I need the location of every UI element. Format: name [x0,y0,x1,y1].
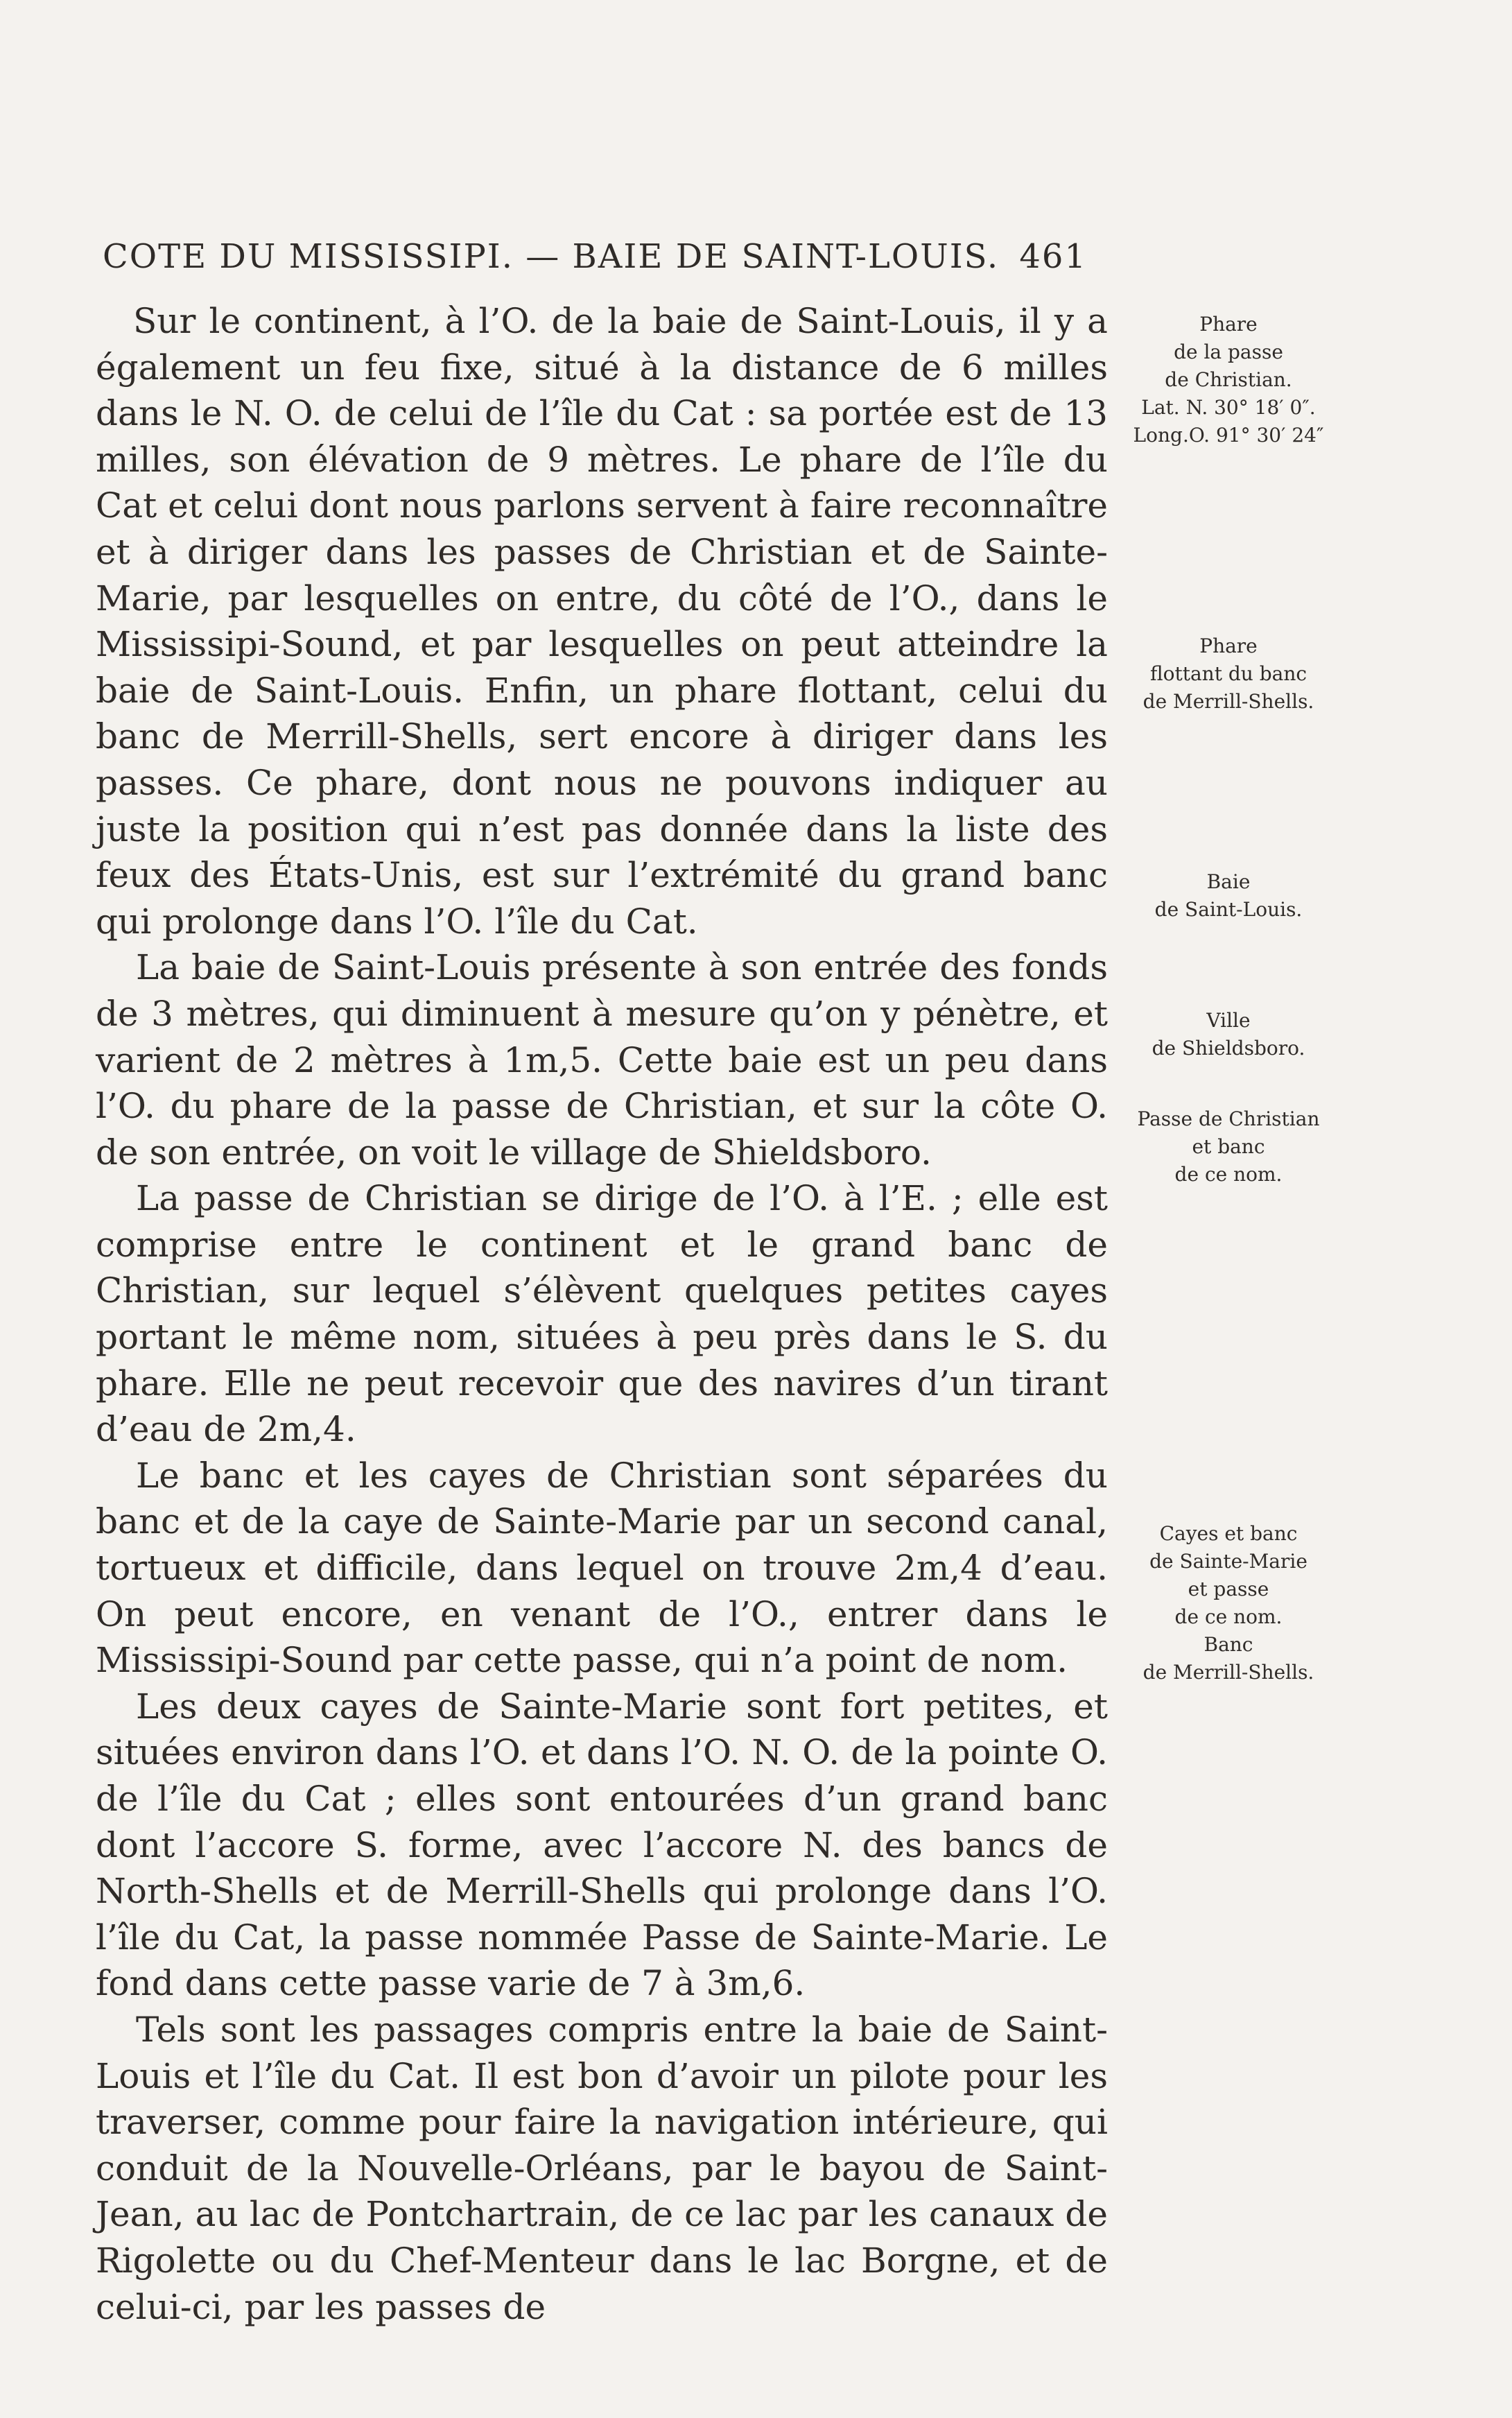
margin-note-line: de Saint-Louis. [1154,898,1303,921]
margin-note-baie-saint-louis [1118,868,1339,924]
margin-note-line: Cayes et banc [1159,1522,1298,1545]
margin-note-line: et banc [1192,1135,1265,1158]
body-text [96,298,1108,2330]
margin-note-ville-shieldsboro [1118,1007,1339,1062]
margin-note-line: et passe [1188,1578,1269,1600]
paragraph: Tels sont les passages compris entre la baie de Saint-Louis et l’île du Cat. Il est bon d’avoir un pilote pour les traverser, comme pour faire la navigation intérieure, qui conduit de la Nouvelle-Orléans, par le bayou de Saint-Jean, au lac de Pontchartrain, de ce lac par les canaux de Rigolette ou du Chef-Menteur dans le lac Borgne, et de celui-ci, par les passes de [96,2009,1108,2327]
margin-note-line: Baie [1206,870,1251,893]
margin-note-phare-christian [1118,311,1339,449]
margin-note-line: de Merrill-Shells. [1142,1661,1314,1684]
margin-note-line: Phare [1199,634,1258,657]
margin-note-line: de Christian. [1165,368,1292,391]
running-header [103,236,1087,277]
paragraph: Sur le continent, à l’O. de la baie de Saint-Louis, il y a également un feu fixe, situé à la distance de 6 milles dans le N. O. de celui de l’île du Cat : sa portée est de 13 milles, son élévation de 9 mètres. Le phare de l’île du Cat et celui dont nous parlons servent à faire reconnaître et à diriger dans les passes de Christian et de Sainte-Marie, par lesquelles on entre, du côté de l’O., dans le Mississipi-Sound, et par lesquelles on peut atteindre la baie de Saint-Louis. Enfin, un phare flottant, celui du banc de Merrill-Shells, sert encore à diriger dans les passes. Ce phare, dont nous ne pouvons indiquer au juste la position qui n’est pas donnée dans la liste des feux des États-Unis, est sur l’extrémité du grand banc qui prolonge dans l’O. l’île du Cat. [96,301,1108,942]
margin-note-line: de ce nom. [1174,1163,1283,1186]
paragraph: Les deux cayes de Sainte-Marie sont fort petites, et situées environ dans l’O. et dans l’O. N. O. de la pointe O. de l’île du Cat ; elles sont entourées d’un grand banc dont l’accore S. forme, avec l’accore N. des bancs de North-Shells et de Merrill-Shells qui prolonge dans l’O. l’île du Cat, la passe nommée Passe de Sainte-Marie. Le fond dans cette passe varie de 7 à 3m,6. [96,1686,1108,2004]
paragraph: La baie de Saint-Louis présente à son entrée des fonds de 3 mètres, qui diminuent à mesure qu’on y pénètre, et varient de 2 mètres à 1m,5. Cette baie est un peu dans l’O. du phare de la passe de Christian, et sur la côte O. de son entrée, on voit le village de Shieldsboro. [96,947,1108,1173]
margin-note-line: Passe de Christian [1137,1107,1320,1130]
margin-note-cayes-sainte-marie [1118,1520,1339,1686]
paragraph: Le banc et les cayes de Christian sont séparées du banc et de la caye de Sainte-Marie par un second canal, tortueux et difficile, dans lequel on trouve 2m,4 d’eau. On peut encore, en venant de l’O., entrer dans le Mississipi-Sound par cette passe, qui n’a point de nom. [96,1455,1108,1681]
margin-note-line: Banc [1203,1633,1253,1656]
margin-note-passe-christian [1118,1105,1339,1189]
margin-note-line: Lat. N. 30° 18′ 0″. [1141,396,1316,419]
margin-note-line: de Merrill-Shells. [1142,690,1314,713]
margin-note-line: flottant du banc [1149,662,1307,685]
margin-note-line: de la passe [1174,340,1283,363]
margin-note-line: Long.O. 91° 30′ 24″ [1133,424,1324,447]
margin-note-line: Ville [1206,1009,1251,1032]
page-number: 461 [1019,237,1087,276]
margin-note-line: Phare [1199,313,1258,336]
running-title: COTE DU MISSISSIPI. — BAIE DE SAINT-LOUIS. [103,237,1000,276]
margin-note-line: de Sainte-Marie [1149,1550,1307,1573]
margin-note-line: de ce nom. [1174,1605,1283,1628]
margin-note-phare-flottant [1118,632,1339,716]
margin-note-line: de Shieldsboro. [1152,1037,1305,1060]
paragraph: La passe de Christian se dirige de l’O. à l’E. ; elle est comprise entre le continent et le grand banc de Christian, sur lequel s’élèvent quelques petites cayes portant le même nom, situées à peu près dans le S. du phare. Elle ne peut recevoir que des navires d’un tirant d’eau de 2m,4. [96,1178,1108,1450]
